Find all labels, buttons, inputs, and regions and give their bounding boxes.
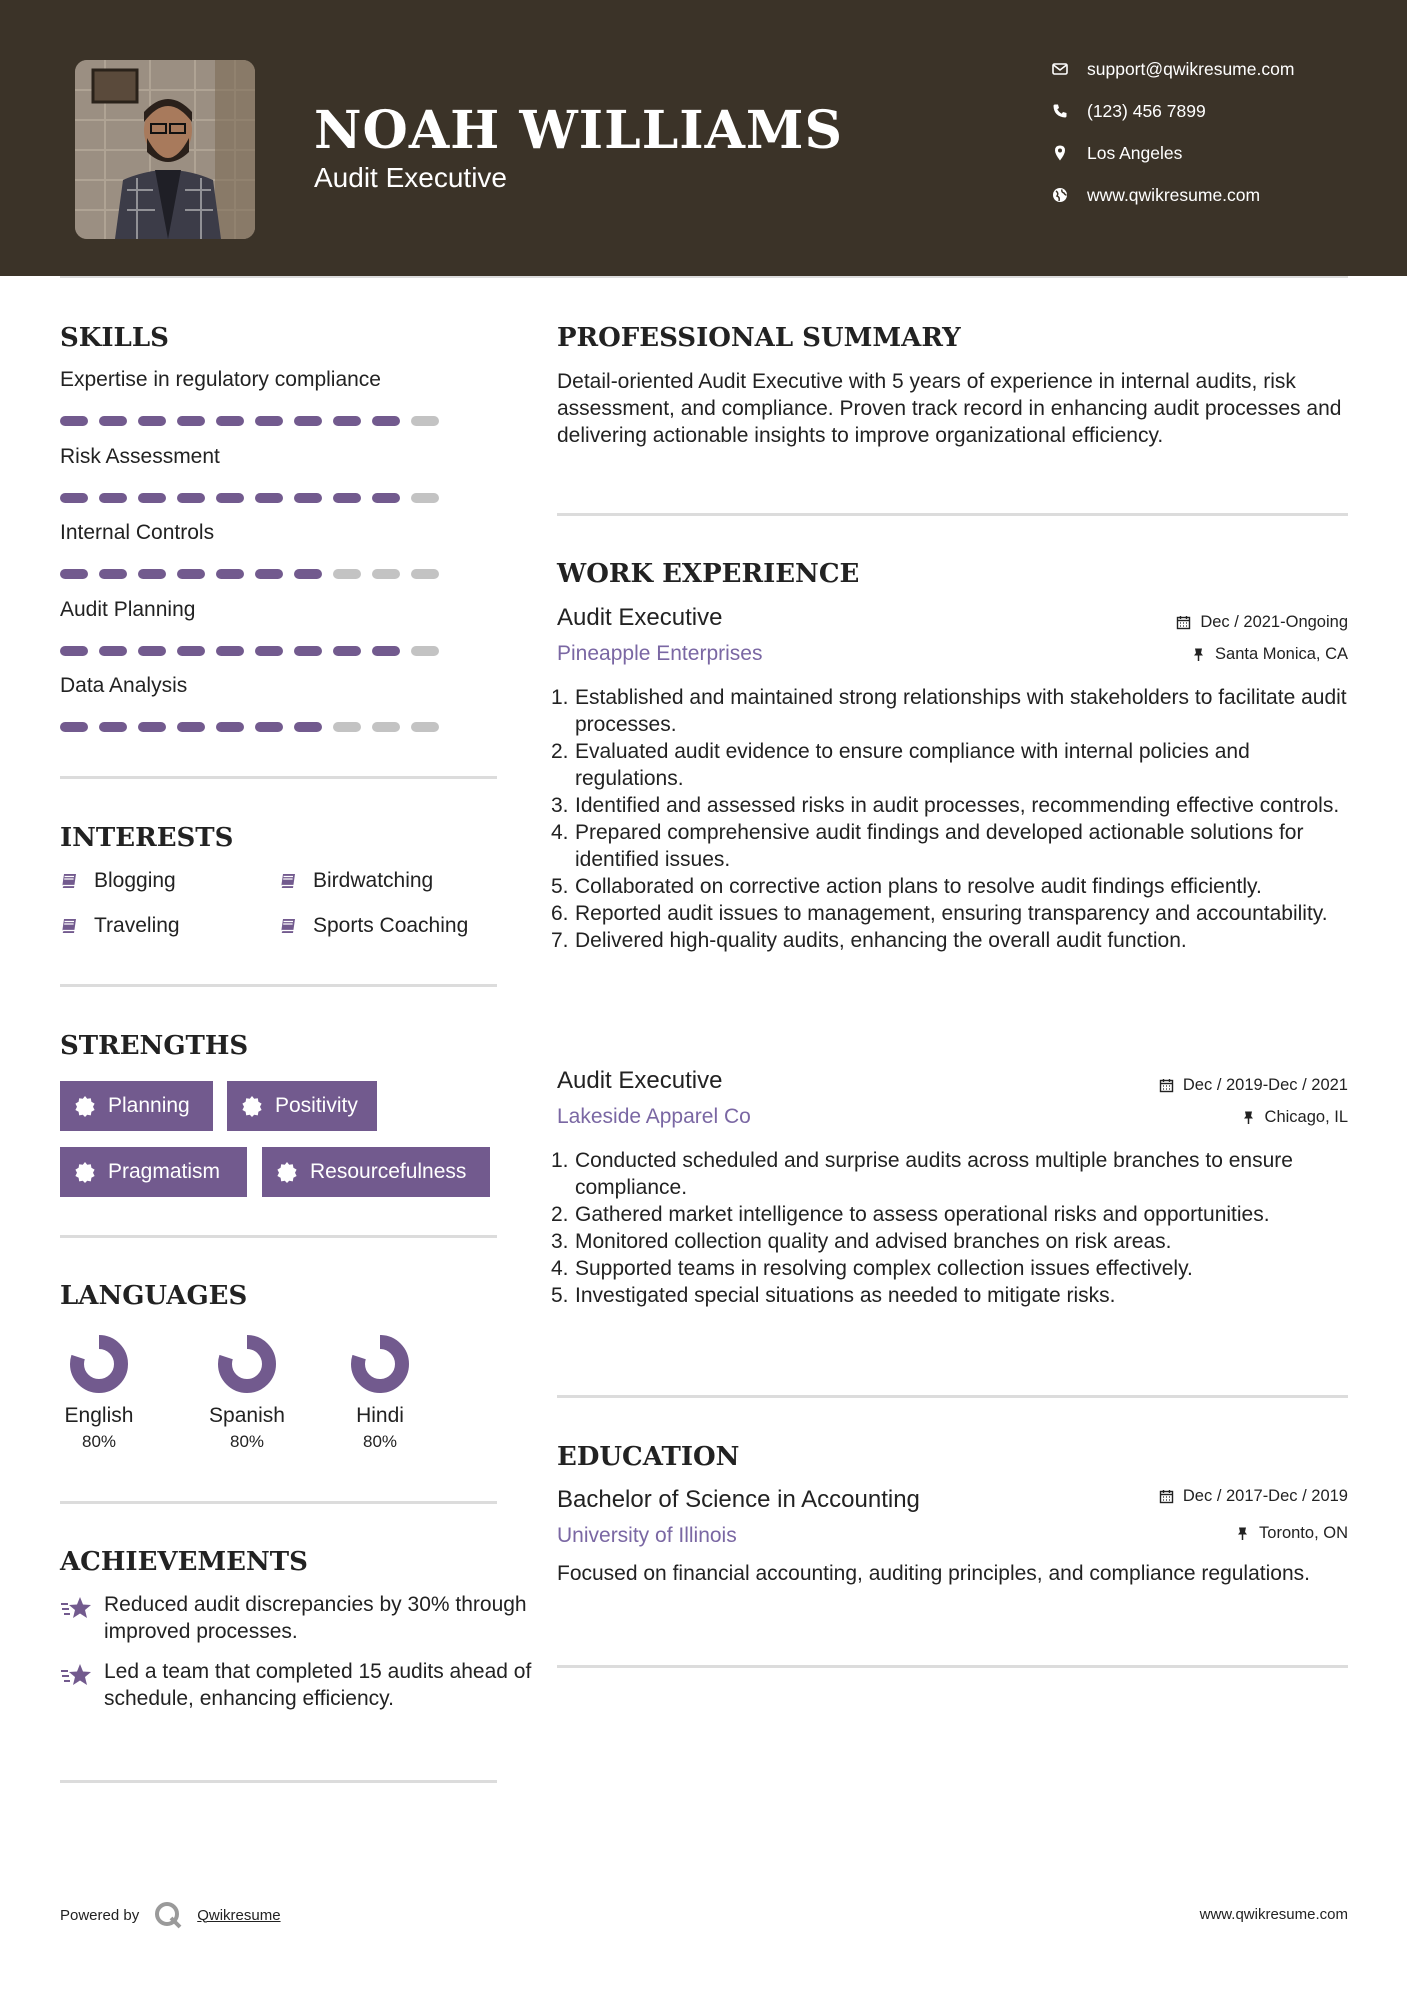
item-number: 4. [551,821,569,844]
skill-dot-filled [99,646,127,656]
skill-dot-filled [177,722,205,732]
skill-dot-filled [60,646,88,656]
skill-dot-filled [138,569,166,579]
powered-by-label: Powered by [60,1906,140,1924]
skill-dot-empty [411,646,439,656]
skill-dot-filled [138,646,166,656]
responsibility-item [551,792,1357,819]
strength-chip: Pragmatism [60,1147,247,1197]
book-icon [60,871,80,891]
job-title: Audit Executive [557,604,723,631]
skill-dot-filled [255,569,283,579]
job-location: Chicago, IL [1241,1108,1348,1127]
item-number: 1. [551,1149,569,1172]
badge-icon [74,1161,96,1183]
item-text: Investigated special situations as needed to mitigate risks. [575,1284,1116,1307]
language-item: Spanish 80% [192,1332,302,1452]
calendar-icon [1159,1489,1174,1504]
pushpin-icon [1235,1526,1250,1541]
badge-icon [241,1095,263,1117]
section-divider [60,1501,497,1504]
skill-dot-filled [255,416,283,426]
responsibility-item [551,738,1357,792]
location-pin-icon [1051,144,1069,162]
item-number: 7. [551,929,569,952]
job-location: Santa Monica, CA [1191,645,1348,664]
degree-title: Bachelor of Science in Accounting [557,1486,920,1513]
badge-icon [276,1161,298,1183]
skill-dot-empty [411,569,439,579]
skill-dot-filled [333,646,361,656]
strengths-heading: STRENGTHS [60,1031,249,1061]
book-icon [279,916,299,936]
skill-dot-filled [60,416,88,426]
footer-website-link[interactable]: www.qwikresume.com [1199,1906,1348,1923]
school-name: University of Illinois [557,1524,737,1547]
skill-rating [60,722,440,732]
language-item: English 80% [44,1332,154,1452]
item-text: Monitored collection quality and advised branches on risk areas. [575,1230,1172,1253]
item-number: 4. [551,1257,569,1280]
skill-dot-filled [99,416,127,426]
skills-heading: SKILLS [60,323,169,353]
book-icon [279,871,299,891]
skill-dot-filled [294,569,322,579]
badge-icon [74,1095,96,1117]
skill-dot-empty [372,569,400,579]
phone-icon [1051,102,1069,120]
job-responsibilities [551,684,1357,954]
skill-dot-filled [333,493,361,503]
item-number: 2. [551,740,569,763]
skill-dot-filled [138,493,166,503]
job-responsibilities [551,1147,1357,1309]
language-progress-ring [348,1332,412,1396]
language-item: Hindi 80% [325,1332,435,1452]
skill-name: Data Analysis [60,674,188,697]
section-divider [60,1235,497,1238]
skill-dot-filled [177,646,205,656]
contact-phone[interactable]: (123) 456 7899 [1051,96,1381,126]
interest-item: Sports Coaching [279,911,468,941]
company-name: Pineapple Enterprises [557,642,763,665]
skill-dot-filled [138,416,166,426]
skill-dot-filled [60,493,88,503]
book-icon [60,916,80,936]
skill-dot-filled [60,722,88,732]
skill-rating [60,569,440,579]
skill-dot-filled [177,416,205,426]
responsibility-item [551,1147,1357,1201]
skill-dot-filled [99,493,127,503]
job-dates: Dec / 2019-Dec / 2021 [1159,1076,1348,1095]
summary-text: Detail-oriented Audit Executive with 5 years of experience in internal audits, risk assessment, and compliance. Proven track record in enhancing audit processes and delivering actionable insights to improve organizational efficiency. [557,370,1342,447]
item-text: Conducted scheduled and surprise audits across multiple branches to ensure compliance. [575,1149,1293,1199]
skill-name: Risk Assessment [60,445,220,468]
item-text: Established and maintained strong relationships with stakeholders to facilitate audit processes. [575,686,1347,736]
skill-dot-empty [333,569,361,579]
job-dates: Dec / 2021-Ongoing [1176,613,1348,632]
skill-dot-filled [255,722,283,732]
skill-dot-filled [216,569,244,579]
item-text: Delivered high-quality audits, enhancing the overall audit function. [575,929,1187,952]
interests-heading: INTERESTS [60,823,234,853]
contact-website[interactable]: www.qwikresume.com [1051,180,1381,210]
skill-dot-empty [411,416,439,426]
section-divider [557,513,1348,516]
education-location: Toronto, ON [1235,1524,1348,1543]
skill-dot-filled [177,493,205,503]
item-text: Reported audit issues to management, ensuring transparency and accountability. [575,902,1328,925]
skill-dot-filled [216,493,244,503]
item-text: Identified and assessed risks in audit processes, recommending effective controls. [575,794,1340,817]
education-heading: EDUCATION [557,1442,740,1472]
responsibility-item [551,1255,1357,1282]
responsibility-item [551,684,1357,738]
section-divider [60,776,497,779]
section-divider [60,1780,497,1783]
achievement-item: Led a team that completed 15 audits ahead of schedule, enhancing efficiency. [60,1658,500,1744]
item-number: 3. [551,1230,569,1253]
item-number: 1. [551,686,569,709]
skill-dot-filled [138,722,166,732]
item-text: Gathered market intelligence to assess operational risks and opportunities. [575,1203,1270,1226]
contact-location: Los Angeles [1051,138,1381,168]
item-number: 2. [551,1203,569,1226]
star-achievement-icon [60,1595,92,1623]
header-divider [60,276,1348,278]
skill-dot-filled [99,722,127,732]
skill-dot-empty [411,722,439,732]
skill-name: Audit Planning [60,598,196,621]
qwikresume-link[interactable]: Qwikresume [197,1906,281,1924]
language-progress-ring [67,1332,131,1396]
skill-dot-filled [255,493,283,503]
globe-icon [1051,186,1069,204]
resume-header [0,0,1407,276]
skill-dot-filled [60,569,88,579]
skill-dot-empty [333,722,361,732]
skill-dot-filled [99,569,127,579]
item-number: 3. [551,794,569,817]
skill-dot-filled [372,493,400,503]
skill-dot-filled [177,569,205,579]
interest-item: Traveling [60,911,180,941]
qwikresume-logo-icon [153,1900,183,1930]
item-text: Supported teams in resolving complex collection issues effectively. [575,1257,1193,1280]
responsibility-item [551,1201,1357,1228]
strength-chip: Resourcefulness [262,1147,490,1197]
skill-dot-filled [372,646,400,656]
pushpin-icon [1241,1110,1256,1125]
skill-dot-empty [411,493,439,503]
profile-photo [75,60,255,239]
skill-dot-filled [216,722,244,732]
education-dates: Dec / 2017-Dec / 2019 [1159,1487,1348,1506]
item-number: 5. [551,1284,569,1307]
section-divider [557,1665,1348,1668]
skill-dot-filled [255,646,283,656]
company-name: Lakeside Apparel Co [557,1105,751,1128]
work-heading: WORK EXPERIENCE [557,559,860,589]
interest-item: Birdwatching [279,866,433,896]
skill-dot-filled [216,646,244,656]
summary-heading: PROFESSIONAL SUMMARY [557,323,961,353]
responsibility-item [551,1228,1357,1255]
calendar-icon [1176,615,1191,630]
contact-email[interactable]: support@qwikresume.com [1051,54,1381,84]
skill-dot-filled [294,722,322,732]
responsibility-item [551,873,1357,900]
skill-dot-filled [333,416,361,426]
footer-branding [60,1900,281,1930]
strength-chip: Positivity [227,1081,377,1131]
responsibility-item [551,900,1357,927]
achievement-item: Reduced audit discrepancies by 30% through improved processes. [60,1591,500,1651]
section-divider [60,984,497,987]
candidate-role: Audit Executive [314,162,507,193]
item-text: Collaborated on corrective action plans to resolve audit findings efficiently. [575,875,1262,898]
pushpin-icon [1191,647,1206,662]
skill-rating [60,646,440,656]
job-title: Audit Executive [557,1067,723,1094]
interest-item: Blogging [60,866,176,896]
languages-heading: LANGUAGES [60,1281,248,1311]
calendar-icon [1159,1078,1174,1093]
skill-dot-empty [372,722,400,732]
education-description: Focused on financial accounting, auditing principles, and compliance regulations. [557,1562,1310,1585]
section-divider [557,1395,1348,1398]
star-achievement-icon [60,1662,92,1690]
responsibility-item [551,819,1357,873]
item-number: 5. [551,875,569,898]
achievements-heading: ACHIEVEMENTS [60,1547,308,1577]
skill-name: Expertise in regulatory compliance [60,368,381,391]
skill-dot-filled [294,416,322,426]
item-number: 6. [551,902,569,925]
responsibility-item [551,927,1357,954]
candidate-name: NOAH WILLIAMS [314,100,844,161]
language-progress-ring [215,1332,279,1396]
responsibility-item [551,1282,1357,1309]
skill-dot-filled [372,416,400,426]
envelope-icon [1051,60,1069,78]
skill-dot-filled [294,493,322,503]
skill-name: Internal Controls [60,521,215,544]
skill-dot-filled [294,646,322,656]
strength-chip: Planning [60,1081,213,1131]
skill-rating [60,493,440,503]
item-text: Prepared comprehensive audit findings and developed actionable solutions for identified issues. [575,821,1304,871]
skill-rating [60,416,440,426]
skill-dot-filled [216,416,244,426]
item-text: Evaluated audit evidence to ensure compliance with internal policies and regulations. [575,740,1250,790]
